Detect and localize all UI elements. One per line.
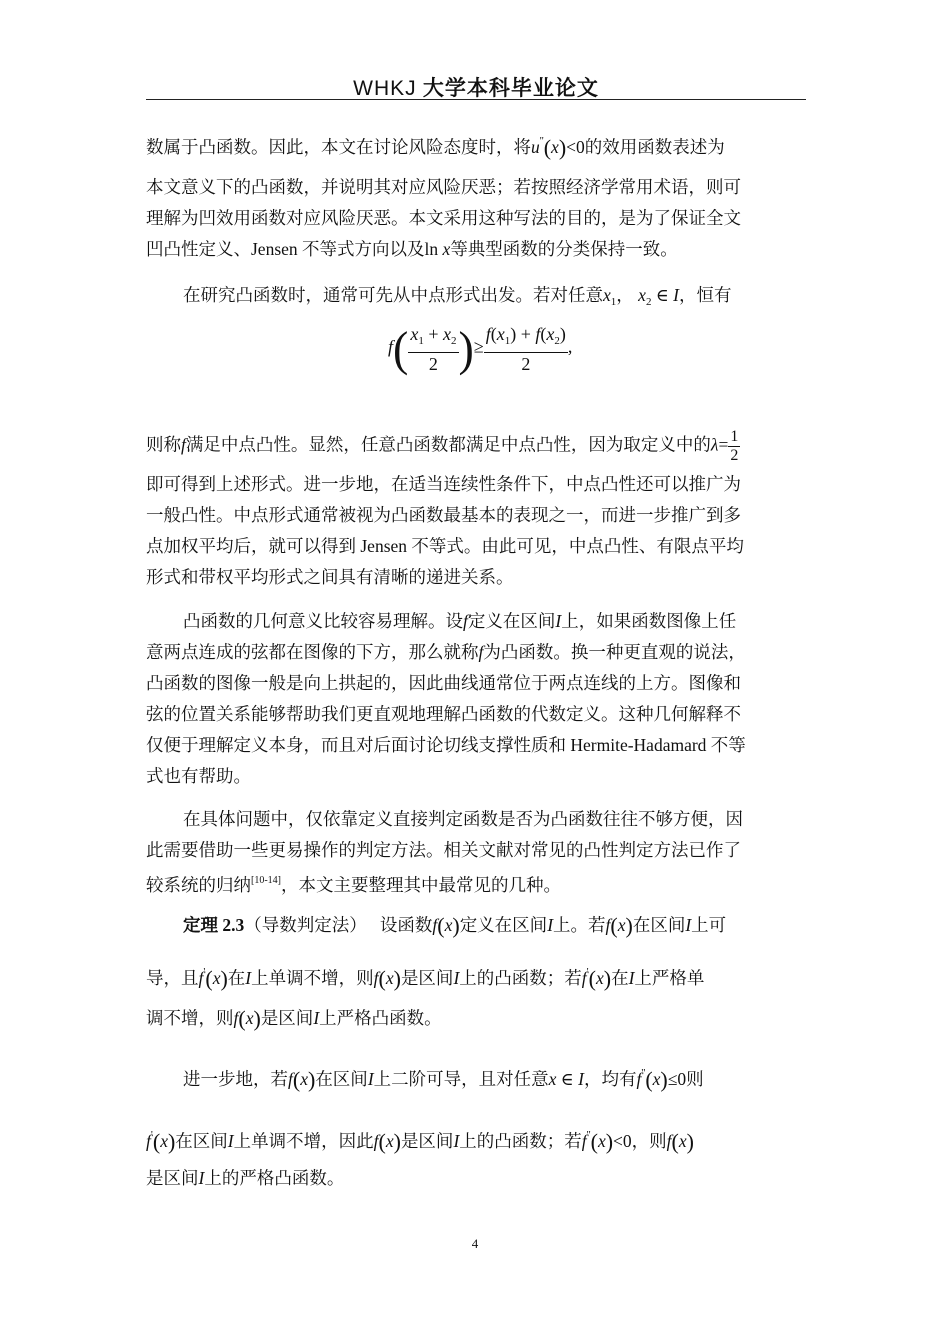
paragraph-line: 是区间I上的严格凸函数。 [146,1168,345,1188]
header-prefix: WHKJ [353,77,417,100]
midpoint-convexity-formula: f( $\frac{x_1 + x_2}{2}$ )≥ $\frac{f(x_1) + f(x_2)}{2}$ , [388,321,573,376]
paragraph-line: 凹凸性定义、Jensen 不等式方向以及ln x等典型函数的分类保持一致。 [146,239,678,259]
paragraph-line: 仅便于理解定义本身，而且对后面讨论切线支撑性质和 Hermite-Hadamard 不等 [146,735,746,755]
paragraph-line: 进一步地，若f(x)在区间I上二阶可导，且对任意x ∈ I，均有f''(x)≤0则 [183,1067,704,1092]
theorem-line: 导，且f'(x)在I上单调不增，则f(x)是区间I上的凸函数；若f'(x)在I上严格单 [146,966,705,991]
paragraph-line: 本文意义下的凸函数，并说明其对应风险厌恶；若按照经济学常用术语，则可 [146,177,741,197]
header-rule [146,99,806,100]
paragraph-line: 凸函数的几何意义比较容易理解。设f定义在区间I上，如果函数图像上任 [183,611,737,631]
theorem-line: 调不增，则f(x)是区间I上严格凸函数。 [146,1006,442,1031]
paragraph-line: 弦的位置关系能够帮助我们更直观地理解凸函数的代数定义。这种几何解释不 [146,704,741,724]
paragraph-line: 凸函数的图像一般是向上拱起的，因此曲线通常位于两点连线的上方。图像和 [146,673,741,693]
citation: [10-14] [251,875,281,886]
paragraph-line: 在具体问题中，仅依靠定义直接判定函数是否为凸函数往往不够方便，因 [183,809,743,829]
paragraph-line: 较系统的归纳[10-14]，本文主要整理其中最常见的几种。 [146,875,561,895]
paragraph-line: 此需要借助一些更易操作的判定方法。相关文献对常见的凸性判定方法已作了 [146,840,741,860]
header-title: 大学本科毕业论文 [422,76,599,100]
paragraph-line: 理解为凹效用函数对应风险厌恶。本文采用这种写法的目的，是为了保证全文 [146,208,741,228]
theorem-label: 定理 2.3 [183,915,245,935]
paragraph-line: 式也有帮助。 [146,766,251,786]
paragraph-line: 即可得到上述形式。进一步地，在适当连续性条件下，中点凸性还可以推广为 [146,474,741,494]
paragraph-line: 数属于凸函数。因此，本文在讨论风险态度时，将u''(x)<0的效用函数表述为 [146,135,725,160]
paragraph-line: 形式和带权平均形式之间具有清晰的递进关系。 [146,567,514,587]
paragraph-line: 点加权平均后，就可以得到 Jensen 不等式。由此可见，中点凸性、有限点平均 [146,536,744,556]
paragraph-line: f'(x)在区间I上单调不增，因此f(x)是区间I上的凸函数；若f''(x)<0，则f(x) [146,1129,694,1154]
paragraph-line: 意两点连成的弦都在图像的下方，那么就称f为凸函数。换一种更直观的说法， [146,642,746,662]
paragraph-line: 在研究凸函数时，通常可先从中点形式出发。若对任意$x_1$， $x_2$ ∈ I，恒有 [183,285,732,308]
theorem-line: 定理 2.3（导数判定法） 设函数f(x)定义在区间I上。若f(x)在区间I上可 [183,913,727,938]
page-number: 4 [471,1236,479,1251]
paragraph-line: 一般凸性。中点形式通常被视为凸函数最基本的表现之一，而进一步推广到多 [146,505,741,525]
paragraph-line: 则称f满足中点凸性。显然，任意凸函数都满足中点凸性，因为取定义中的λ= $\frac{1}{2}$ [146,428,739,464]
page-header [146,72,806,98]
